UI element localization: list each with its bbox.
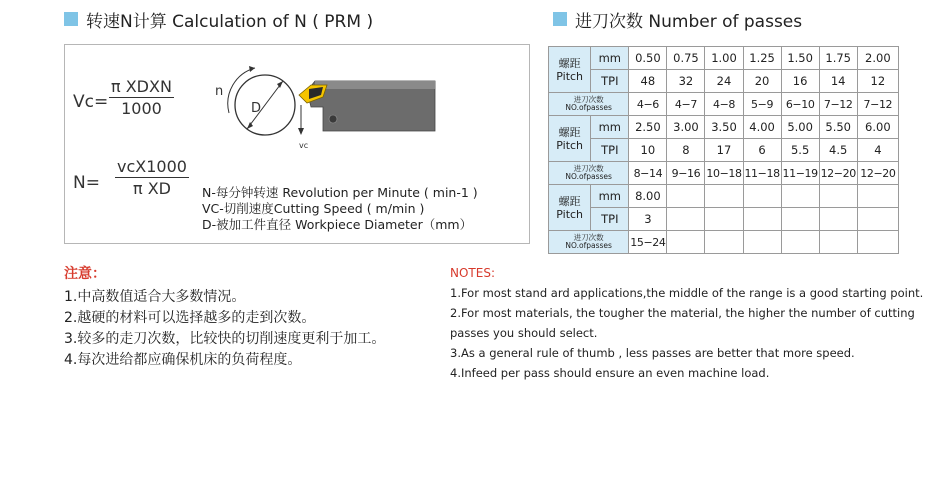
passes-section-title <box>553 9 803 32</box>
passes-value-cell: 4−6 <box>629 93 667 116</box>
pitch-label-line: Pitch <box>556 69 584 83</box>
passes-value-cell: 12−20 <box>857 162 898 185</box>
passes-value-cell: 15−24 <box>629 231 667 254</box>
vc-denominator: 1000 <box>121 99 162 118</box>
n-formula-fraction <box>115 157 189 198</box>
table-row <box>549 116 899 139</box>
mm-value-cell: 4.00 <box>743 116 781 139</box>
calc-title-text: 转速N计算 Calculation of N ( PRM ) <box>86 11 374 32</box>
mm-value-cell <box>705 185 743 208</box>
passes-value-cell <box>743 231 781 254</box>
tpi-value-cell: 17 <box>705 139 743 162</box>
tpi-value-cell: 16 <box>781 70 819 93</box>
section-square-icon <box>553 12 567 26</box>
tpi-value-cell: 12 <box>857 70 898 93</box>
rotation-label: n <box>215 84 224 99</box>
mm-unit-cell: mm <box>591 116 629 139</box>
notes-en-item: passes you should select. <box>450 326 598 340</box>
turning-diagram <box>215 57 515 152</box>
table-row <box>549 70 899 93</box>
tpi-value-cell <box>667 208 705 231</box>
mm-value-cell: 1.25 <box>743 47 781 70</box>
passes-value-cell <box>667 231 705 254</box>
passes-value-cell: 5−9 <box>743 93 781 116</box>
passes-label-line: 进刀次数 <box>573 95 604 104</box>
tpi-value-cell: 6 <box>743 139 781 162</box>
notes-en-heading: NOTES: <box>450 266 495 280</box>
pitch-label-cell <box>549 47 591 93</box>
table-row <box>549 93 899 116</box>
tpi-value-cell: 32 <box>667 70 705 93</box>
passes-title-text: 进刀次数 Number of passes <box>575 11 803 32</box>
passes-value-cell: 12−20 <box>819 162 857 185</box>
tpi-value-cell: 24 <box>705 70 743 93</box>
vc-formula-lhs: Vc= <box>73 92 109 112</box>
pitch-label-cell <box>549 185 591 231</box>
passes-label-cell <box>549 162 629 185</box>
vc-numerator: π XDXN <box>111 77 172 96</box>
passes-value-cell: 4−7 <box>667 93 705 116</box>
mm-value-cell: 0.75 <box>667 47 705 70</box>
mm-value-cell: 1.00 <box>705 47 743 70</box>
passes-value-cell <box>819 231 857 254</box>
formula-box <box>64 44 530 244</box>
passes-value-cell: 11−19 <box>781 162 819 185</box>
passes-label-line: NO.ofpasses <box>565 103 612 112</box>
passes-value-cell: 4−8 <box>705 93 743 116</box>
notes-cn-item: 3.较多的走刀次数，比较快的切削速度更利于加工。 <box>64 331 386 347</box>
pitch-label-line: 螺距 <box>558 125 581 139</box>
tpi-value-cell: 48 <box>629 70 667 93</box>
mm-value-cell <box>819 185 857 208</box>
pitch-label-line: Pitch <box>556 138 584 152</box>
passes-value-cell: 6−10 <box>781 93 819 116</box>
mm-value-cell: 1.75 <box>819 47 857 70</box>
passes-value-cell <box>705 231 743 254</box>
tpi-value-cell <box>819 208 857 231</box>
tpi-value-cell <box>705 208 743 231</box>
pitch-label-line: 螺距 <box>558 56 581 70</box>
tpi-value-cell: 3 <box>629 208 667 231</box>
diameter-label: D <box>251 101 262 116</box>
passes-value-cell <box>781 231 819 254</box>
mm-value-cell: 8.00 <box>629 185 667 208</box>
passes-value-cell: 9−16 <box>667 162 705 185</box>
legend-n: N-每分钟转速 Revolution per Minute ( min-1 ) <box>202 185 478 200</box>
notes-cn-item: 1.中高数值适合大多数情况。 <box>64 289 246 305</box>
notes-en-item: 1.For most stand ard applications,the middle of the range is a good starting point. <box>450 286 924 300</box>
tpi-value-cell: 4.5 <box>819 139 857 162</box>
notes-cn-heading: 注意： <box>64 266 106 282</box>
vc-label: vc <box>299 141 309 150</box>
passes-label-cell <box>549 231 629 254</box>
tpi-value-cell: 14 <box>819 70 857 93</box>
pitch-label-cell <box>549 116 591 162</box>
tpi-value-cell: 4 <box>857 139 898 162</box>
tpi-value-cell: 20 <box>743 70 781 93</box>
section-square-icon <box>64 12 78 26</box>
rotation-arrowhead <box>249 66 255 72</box>
tool-holder-highlight <box>315 81 435 89</box>
calc-section-title <box>64 9 374 32</box>
mm-value-cell: 3.00 <box>667 116 705 139</box>
passes-value-cell <box>857 231 898 254</box>
tpi-unit-cell: TPI <box>591 70 629 93</box>
passes-table <box>548 46 899 254</box>
tool-screw-icon <box>329 115 337 123</box>
notes-en <box>450 263 923 383</box>
passes-label-line: NO.ofpasses <box>565 172 612 181</box>
table-row <box>549 162 899 185</box>
table-row <box>549 208 899 231</box>
tpi-value-cell <box>781 208 819 231</box>
passes-value-cell: 8−14 <box>629 162 667 185</box>
vc-arrowhead <box>298 128 304 135</box>
notes-en-item: 3.As a general rule of thumb , less passes are better that more speed. <box>450 346 855 360</box>
notes-cn <box>64 264 385 371</box>
tpi-value-cell: 8 <box>667 139 705 162</box>
tpi-unit-cell: TPI <box>591 139 629 162</box>
notes-en-item: 2.For most materials, the tougher the material, the higher the number of cutting <box>450 306 915 320</box>
table-row <box>549 231 899 254</box>
mm-value-cell <box>667 185 705 208</box>
passes-value-cell: 7−12 <box>819 93 857 116</box>
table-row <box>549 185 899 208</box>
mm-value-cell <box>743 185 781 208</box>
notes-cn-item: 4.每次进给都应确保机床的负荷程度。 <box>64 352 302 368</box>
tpi-value-cell <box>743 208 781 231</box>
notes-en-item: 4.Infeed per pass should ensure an even machine load. <box>450 366 770 380</box>
passes-value-cell: 7−12 <box>857 93 898 116</box>
n-formula-lhs: N= <box>73 173 100 193</box>
tpi-value-cell: 10 <box>629 139 667 162</box>
pitch-label-line: 螺距 <box>558 194 581 208</box>
formula-legend <box>202 185 478 233</box>
passes-value-cell: 11−18 <box>743 162 781 185</box>
legend-vc: VC-切削速度Cutting Speed ( m/min ) <box>202 201 425 216</box>
passes-label-line: NO.ofpasses <box>565 241 612 250</box>
n-numerator: vcX1000 <box>117 157 187 176</box>
tpi-value-cell: 5.5 <box>781 139 819 162</box>
mm-value-cell <box>857 185 898 208</box>
table-row <box>549 139 899 162</box>
passes-value-cell: 10−18 <box>705 162 743 185</box>
mm-unit-cell: mm <box>591 185 629 208</box>
pitch-label-line: Pitch <box>556 207 584 221</box>
mm-value-cell: 1.50 <box>781 47 819 70</box>
mm-value-cell: 3.50 <box>705 116 743 139</box>
vc-formula-fraction <box>109 77 174 118</box>
mm-unit-cell: mm <box>591 47 629 70</box>
mm-value-cell: 2.00 <box>857 47 898 70</box>
passes-label-line: 进刀次数 <box>573 164 604 173</box>
mm-value-cell: 5.50 <box>819 116 857 139</box>
passes-label-cell <box>549 93 629 116</box>
mm-value-cell: 2.50 <box>629 116 667 139</box>
tpi-value-cell <box>857 208 898 231</box>
mm-value-cell: 0.50 <box>629 47 667 70</box>
mm-value-cell: 5.00 <box>781 116 819 139</box>
tpi-unit-cell: TPI <box>591 208 629 231</box>
n-denominator: π XD <box>132 179 171 198</box>
notes-cn-item: 2.越硬的材料可以选择越多的走到次数。 <box>64 310 316 326</box>
legend-d: D-被加工件直径 Workpiece Diameter（mm） <box>202 217 473 232</box>
mm-value-cell <box>781 185 819 208</box>
table-row <box>549 47 899 70</box>
passes-label-line: 进刀次数 <box>573 233 604 242</box>
mm-value-cell: 6.00 <box>857 116 898 139</box>
